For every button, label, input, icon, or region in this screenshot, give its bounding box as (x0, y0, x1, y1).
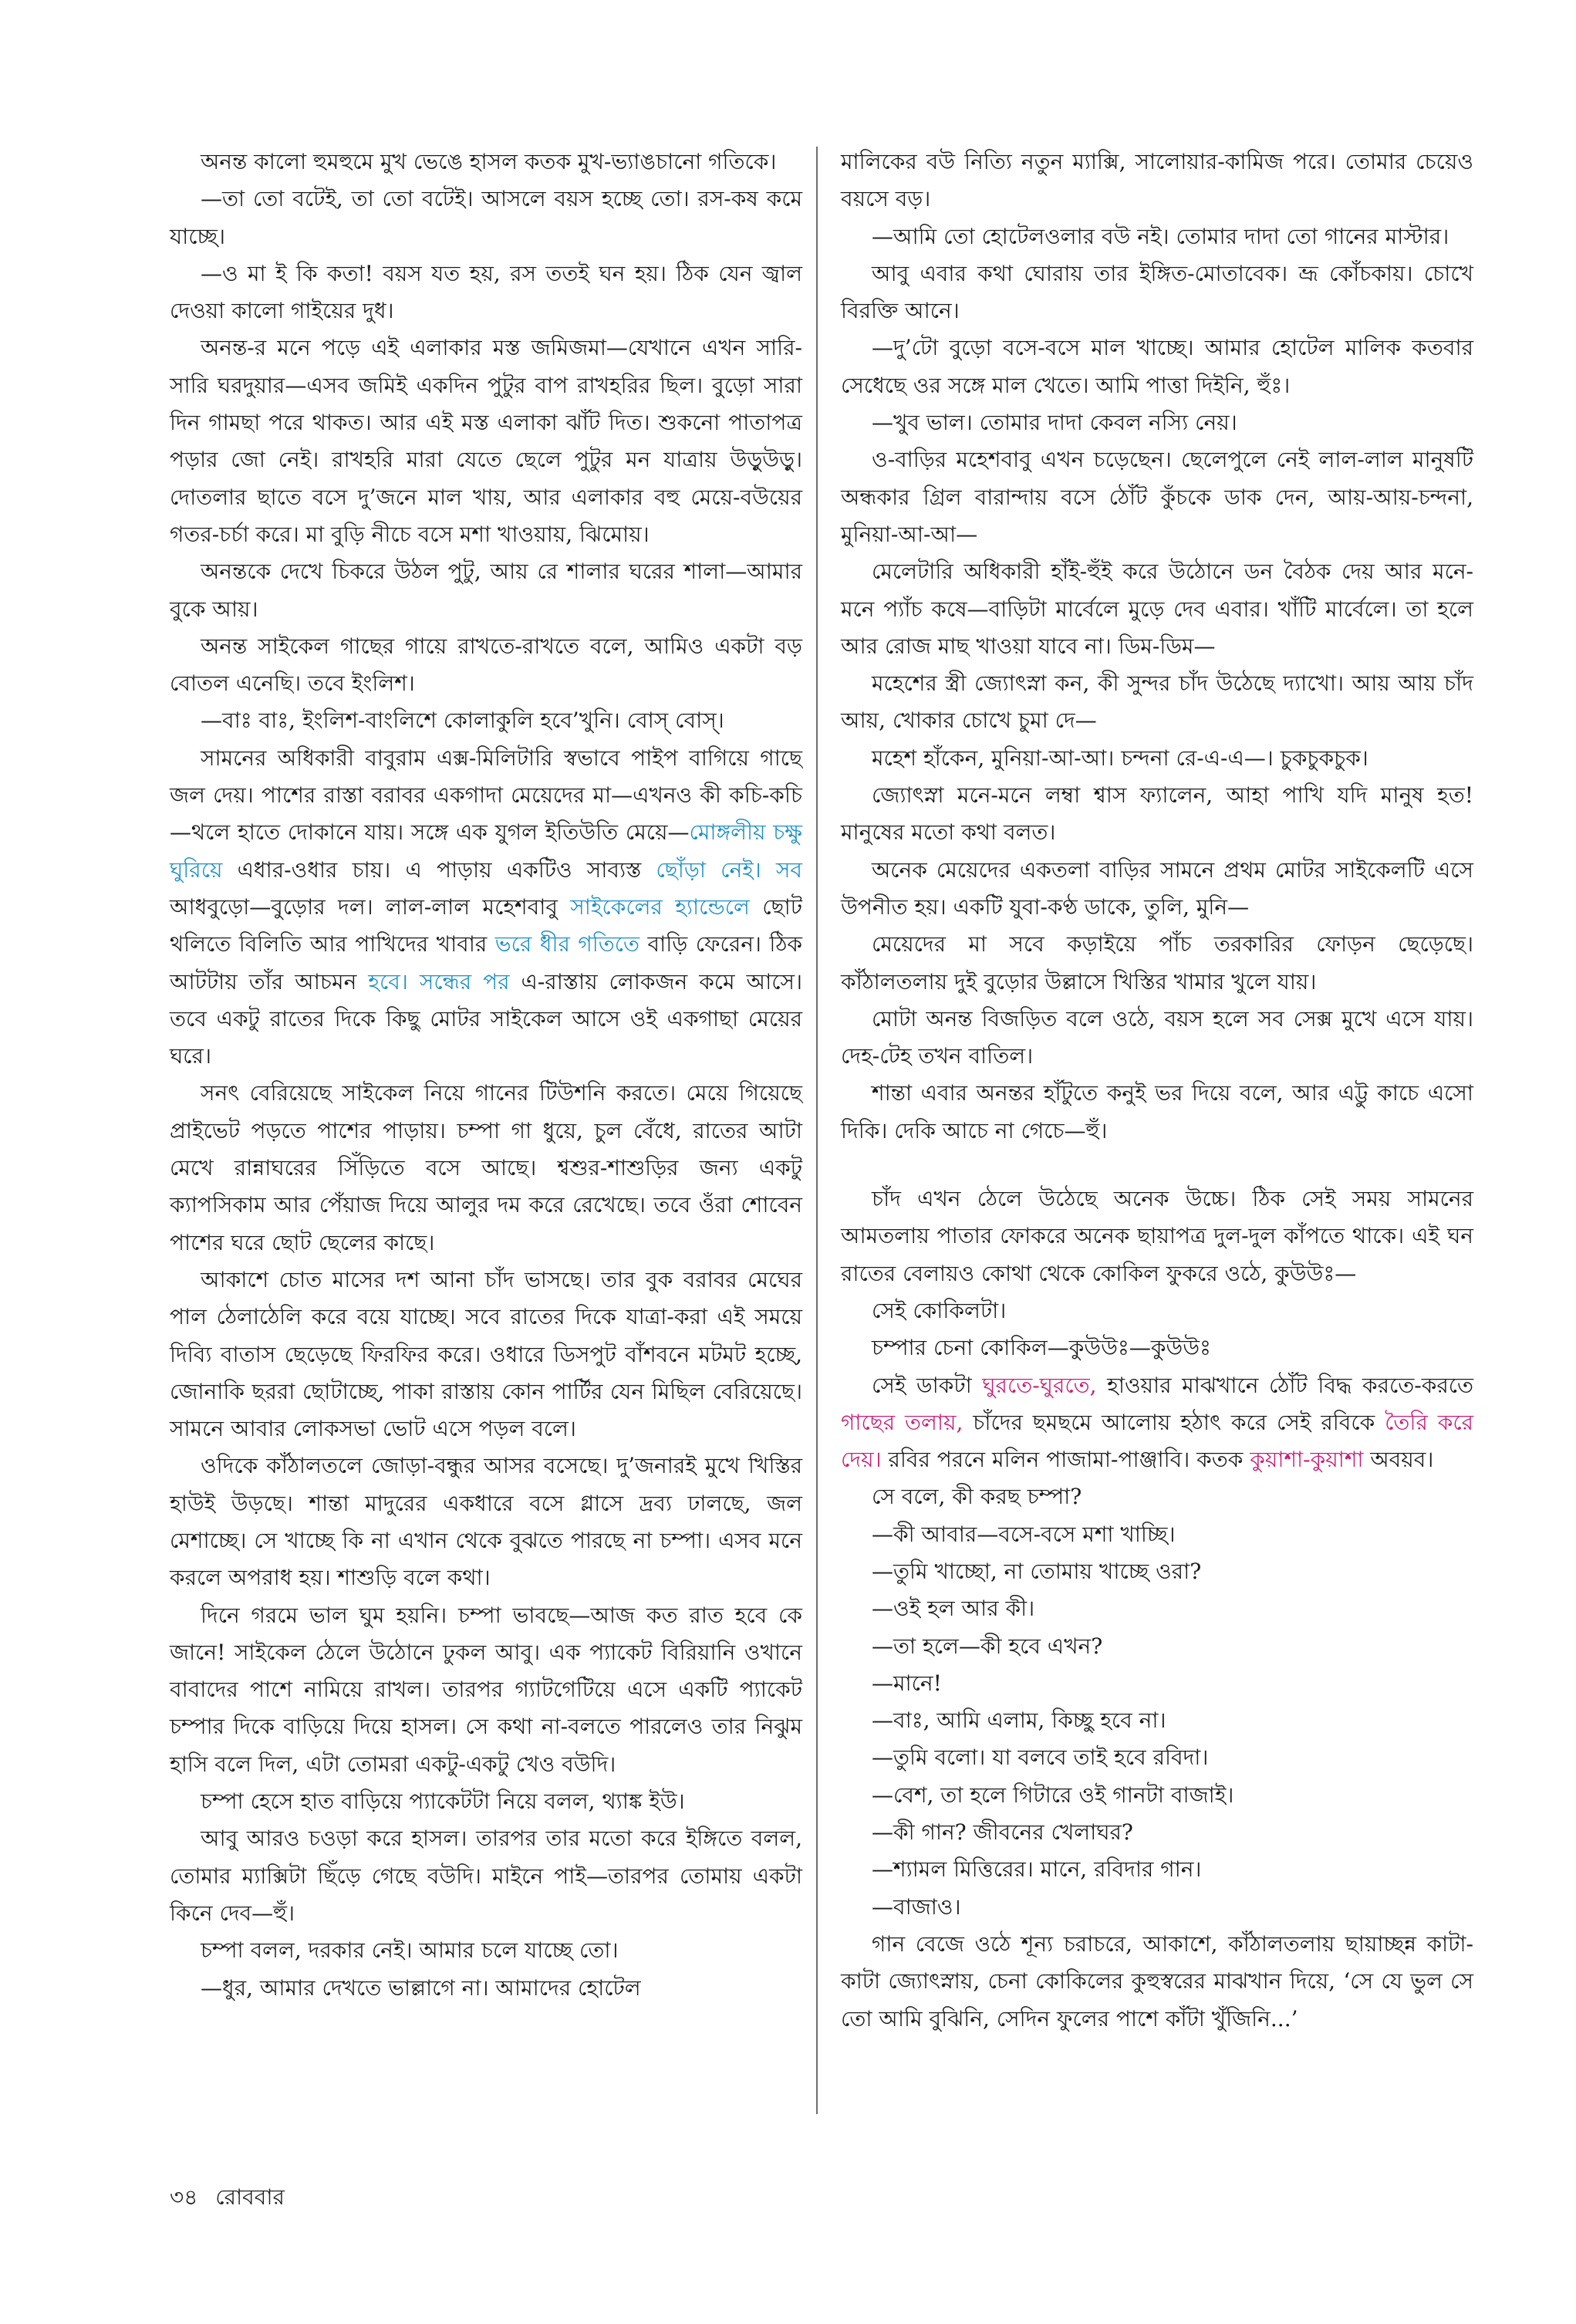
paragraph (841, 1889, 1473, 1926)
text-run: অনেক মেয়েদের একতলা বাড়ির সামনে প্রথম মোটর সাইকেলটি এসে উপনীত হয়। একটি যুবা-কণ্ঠ ডাকে, তুলি, মুনি— (841, 856, 1473, 920)
text-run: হাওয়ার মাঝখানে ঠোঁট বিদ্ধ করতে-করতে (1096, 1372, 1473, 1398)
text-run: এ-রাস্তায় লোকজন কমে আসে। তবে একটু রাতের দিকে কিছু মোটর সাইকেল আসে ওই একগাছা মেয়ের ঘরে। (170, 968, 802, 1069)
paragraph (841, 1478, 1473, 1515)
highlighted-text: গাছের তলায়, (841, 1409, 963, 1435)
text-run: —আমি তো হোটেলওলার বউ নই। তোমার দাদা তো গানের মাস্টার। (872, 223, 1449, 249)
paragraph (841, 441, 1473, 553)
paragraph (170, 1970, 802, 2007)
text-run: —ও মা ই কি কতা! বয়স যত হয়, রস ততই ঘন হয়। ঠিক যেন জ্বাল দেওয়া কালো গাইয়ের দুধ। (170, 260, 802, 324)
paragraph (170, 702, 802, 739)
text-run: চম্পার চেনা কোকিল—কুউউঃ—কুউউঃ (872, 1335, 1211, 1361)
text-run: —তুমি বলো। যা বলবে তাই হবে রবিদা। (872, 1745, 1209, 1771)
paragraph (841, 1181, 1473, 1292)
paragraph (170, 181, 802, 255)
paragraph (841, 777, 1473, 852)
magazine-name: রোববার (215, 2184, 285, 2210)
paragraph (841, 926, 1473, 1001)
paragraph (841, 1702, 1473, 1739)
text-run: চাঁদ এখন ঠেলে উঠেছে অনেক উচ্চে। ঠিক সেই সময় সামনের আমতলায় পাতার ফোকরে অনেক ছায়াপত্র দুল-দুল কাঁপতে থাকে। এই ঘন রাতের বেলায়ও কোথা থেকে কোকিল ফুকরে ওঠে, কুউউঃ— (841, 1186, 1473, 1286)
paragraph (841, 1926, 1473, 2038)
paragraph (841, 1553, 1473, 1590)
text-run: মহেশ হাঁকেন, মুনিয়া-আ-আ। চন্দনা রে-এ-এ—। চুকচুকচুক। (872, 745, 1368, 771)
paragraph (841, 1590, 1473, 1627)
text-run: —তা হলে—কী হবে এখন? (872, 1633, 1103, 1659)
text-run: জ্যোৎস্না মনে-মনে লম্বা শ্বাস ফ্যালেন, আহা পাখি যদি মানুষ হত! মানুষের মতো কথা বলত। (841, 782, 1473, 846)
page-number: ৩৪ (170, 2184, 198, 2210)
paragraph (841, 144, 1473, 218)
paragraph (841, 1628, 1473, 1665)
text-run: —কী আবার—বসে-বসে মশা খাচ্ছি। (872, 1521, 1176, 1547)
text-run: দিনে গরমে ভাল ঘুম হয়নি। চম্পা ভাবছে—আজ কত রাত হবে কে জানে! সাইকেল ঠেলে উঠোনে ঢুকল আবু। এক প্যাকেট বিরিয়ানি ওখানে বাবাদের পাশে নামিয়ে রাখল। তারপর গ্যাটগেটিয়ে এসে একটি প্যাকেট চম্পার দিকে বাড়িয়ে দিয়ে হাসল। সে কথা না-বলতে পারলেও তার নিঝুম হাসি বলে দিল, এটা তোমরা একটু-একটু খেও বউদি। (170, 1602, 802, 1777)
paragraph (841, 329, 1473, 404)
text-run: —মানে! (872, 1670, 942, 1696)
highlighted-text: হবে। সন্ধের পর (368, 968, 510, 995)
highlighted-text: ভরে ধীর গতিতে (494, 931, 640, 958)
text-run: অনন্ত-র মনে পড়ে এই এলাকার মস্ত জমিজমা—যেখানে এখন সারি-সারি ঘরদুয়ার—এসব জমিই একদিন পুটুর বাপ রাখহরির ছিল। বুড়ো সারা দিন গামছা পরে থাকত। আর এই মস্ত এলাকা ঝাঁট দিত। শুকনো পাতাপত্র পড়ার জো নেই। রাখহরি মারা যেতে ছেলে পুটুর মন যাত্রায় উড়ুউড়ু। দোতলার ছাতে বসে দু’জনে মাল খায়, আর এলাকার বহু মেয়ে-বউয়ের গতর-চর্চা করে। মা বুড়ি নীচে বসে মশা খাওয়ায়, ঝিমোয়। (170, 335, 802, 547)
paragraph (170, 255, 802, 330)
text-run: মালিকের বউ নিত্যি নতুন ম্যাক্সি, সালোয়ার-কামিজ পরে। তোমার চেয়েও বয়সে বড়। (841, 149, 1473, 212)
text-run: মহেশের স্ত্রী জ্যোৎস্না কন, কী সুন্দর চাঁদ উঠেছে দ্যাখো। আয় আয় চাঁদ আয়, খোকার চোখে চুমা দে— (841, 671, 1473, 734)
paragraph (841, 1851, 1473, 1888)
text-run: —বাঃ, আমি এলাম, কিচ্ছু হবে না। (872, 1708, 1166, 1734)
text-run: —দু’টো বুড়ো বসে-বসে মাল খাচ্ছে। আমার হোটেল মালিক কতবার সেধেছে ওর সঙ্গে মাল খেতে। আমি পাত্তা দিইনি, হুঁঃ। (841, 335, 1473, 398)
text-run: —তা তো বটেই, তা তো বটেই। আসলে বয়স হচ্ছে তো। রস-কষ কমে যাচ্ছে। (170, 186, 802, 249)
paragraph (170, 1597, 802, 1783)
paragraph (841, 1739, 1473, 1776)
text-run: —ওই হল আর কী। (872, 1596, 1035, 1622)
text-run: আবু আরও চওড়া করে হাসল। তারপর তার মতো করে ইঙ্গিতে বলল, তোমার ম্যাক্সিটা ছিঁড়ে গেছে বউদি। মাইনে পাই—তারপর তোমায় একটা কিনে দেব—হুঁ। (170, 1826, 802, 1926)
text-run: চম্পা বলল, দরকার নেই। আমার চলে যাচ্ছে তো। (201, 1937, 619, 1964)
paragraph (841, 1516, 1473, 1553)
paragraph (841, 553, 1473, 665)
text-run: —বেশ, তা হলে গিটারে ওই গানটা বাজাই। (872, 1782, 1234, 1808)
text-run: —শ্যামল মিত্তিরের। মানে, রবিদার গান। (872, 1856, 1202, 1883)
text-run: —তুমি খাচ্ছো, না তোমায় খাচ্ছে ওরা? (872, 1558, 1202, 1584)
paragraph (841, 665, 1473, 740)
text-run: —বাজাও। (872, 1893, 961, 1920)
text-run: —বাঃ বাঃ, ইংলিশ-বাংলিশে কোলাকুলি হবে’খুনি। বোস্ বোস্। (201, 708, 724, 734)
text-run: চাঁদের ছমছমে আলোয় হঠাৎ করে সেই রবিকে (963, 1409, 1385, 1435)
paragraph (170, 628, 802, 703)
paragraph (170, 144, 802, 181)
text-run: মেলেটারি অধিকারী হাঁই-হুঁই করে উঠোনে ডন বৈঠক দেয় আর মনে-মনে প্যাঁচ কষে—বাড়িটা মার্বেলে মুড়ে দেব এবার। খাঁটি মার্বেলে। তা হলে আর রোজ মাছ খাওয়া যাবে না। ডিম-ডিম— (841, 559, 1473, 659)
text-run: এধার-ওধার চায়। এ পাড়ায় একটিও সাব্যস্ত (222, 856, 656, 883)
paragraph (841, 1001, 1473, 1076)
paragraph (170, 1075, 802, 1261)
paragraph (841, 404, 1473, 441)
text-run: সামনের অধিকারী বাবুরাম এক্স-মিলিটারি স্বভাবে পাইপ বাগিয়ে গাছে জল দেয়। পাশের রাস্তা বরাবর একগাদা মেয়েদের মা—এখনও কী কচি-কচি—থলে হাতে দোকানে যায়। সঙ্গে এক যুগল ইতিউতি মেয়ে— (170, 745, 802, 846)
paragraph (841, 1665, 1473, 1702)
paragraph (170, 553, 802, 628)
text-run: —কী গান? জীবনের খেলাঘর? (872, 1819, 1133, 1846)
text-run: মেয়েদের মা সবে কড়াইয়ে পাঁচ তরকারির ফোড়ন ছেড়েছে। কাঁঠালতলায় দুই বুড়োর উল্লাসে খিস্তির খামার খুলে যায়। (841, 931, 1473, 995)
text-run: রবির পরনে মলিন পাজামা-পাঞ্জাবি। কতক (881, 1447, 1250, 1473)
right-column (841, 144, 1473, 2111)
text-run: অনন্ত কালো হুমহুমে মুখ ভেঙে হাসল কতক মুখ-ভ্যাঙচানো গতিকে। (201, 149, 777, 174)
text-run: চম্পা হেসে হাত বাড়িয়ে প্যাকেটটা নিয়ে বলল, থ্যাঙ্ক ইউ। (201, 1789, 685, 1815)
text-run: অবয়ব। (1363, 1447, 1434, 1473)
text-run: সেই ডাকটা (872, 1372, 983, 1398)
highlighted-text: ঘুরতে-ঘুরতে, (982, 1372, 1097, 1398)
paragraph (841, 740, 1473, 777)
paragraph (841, 255, 1473, 330)
text-run: আধবুড়ো—বুড়োর দল। লাল-লাল মহেশবাবু (170, 893, 571, 920)
column-divider (816, 147, 818, 2114)
paragraph (841, 218, 1473, 255)
text-run: ও-বাড়ির মহেশবাবু এখন চড়েছেন। ছেলেপুলে নেই লাল-লাল মানুষটি অন্ধকার গ্রিল বারান্দায় বসে ঠোঁট কুঁচকে ডাক দেন, আয়-আয়-চন্দনা, মুনিয়া-আ-আ— (841, 447, 1473, 547)
paragraph (170, 1932, 802, 1969)
paragraph (170, 1262, 802, 1447)
text-run: ওদিকে কাঁঠালতলে জোড়া-বন্ধুর আসর বসেছে। দু’জনারই মুখে খিস্তির হাউই উড়ছে। শান্তা মাদুরের একধারে বসে গ্লাসে দ্রব্য ঢালছে, জল মেশাচ্ছে। সে খাচ্ছে কি না এখান থেকে বুঝতে পারছে না চম্পা। এসব মনে করলে অপরাধ হয়। শাশুড়ি বলে কথা। (170, 1453, 802, 1591)
paragraph (170, 1783, 802, 1820)
text-run: মোটা অনন্ত বিজড়িত বলে ওঠে, বয়স হলে সব সেক্স মুখে এসে যায়। দেহ-টেহ তখন বাতিল। (841, 1005, 1473, 1069)
text-run: —খুব ভাল। তোমার দাদা কেবল নস্যি নেয়। (872, 410, 1237, 436)
left-column (170, 144, 802, 2111)
paragraph (170, 740, 802, 1076)
highlighted-text: তৈরি করে দেয়। (841, 1409, 1473, 1473)
paragraph (841, 852, 1473, 927)
paragraph (841, 1292, 1473, 1329)
text-run: সনৎ বেরিয়েছে সাইকেল নিয়ে গানের টিউশনি করতে। মেয়ে গিয়েছে প্রাইভেট পড়তে পাশের পাড়ায়। চম্পা গা ধুয়ে, চুল বেঁধে, রাতের আটা মেখে রান্নাঘরের সিঁড়িতে বসে আছে। শ্বশুর-শাশুড়ির জন্য একটু ক্যাপসিকাম আর পেঁয়াজ দিয়ে আলুর দম করে রেখেছে। তবে ওঁরা শোবেন পাশের ঘরে ছোট ছেলের কাছে। (170, 1080, 802, 1255)
paragraph (841, 1814, 1473, 1851)
text-run: বাড়ি ফেরেন। ঠিক আটটায় তাঁর আচমন (170, 931, 802, 995)
page-footer (170, 2180, 295, 2217)
highlighted-text: সাইকেলের হ্যান্ডেলে (570, 893, 750, 920)
paragraph (841, 1367, 1473, 1479)
paragraph (170, 329, 802, 553)
text-run: অনন্ত সাইকেল গাছের গায়ে রাখতে-রাখতে বলে, আমিও একটা বড় বোতল এনেছি। তবে ইংলিশ। (170, 633, 802, 697)
highlighted-text: মোঙ্গলীয় চক্ষু ঘুরিয়ে (170, 819, 802, 883)
highlighted-text: ছোঁড়া নেই। সব (656, 856, 803, 883)
text-run: সে বলে, কী করছ চম্পা? (872, 1484, 1082, 1510)
highlighted-text: কুয়াশা-কুয়াশা (1250, 1447, 1364, 1473)
paragraph (841, 1329, 1473, 1366)
paragraph (841, 1777, 1473, 1814)
text-run: —ধুর, আমার দেখতে ভাল্লাগে না। আমাদের হোটেল (201, 1974, 641, 2001)
text-run: গান বেজে ওঠে শূন্য চরাচরে, আকাশে, কাঁঠালতলায় ছায়াচ্ছন্ন কাটা-কাটা জ্যোৎস্নায়, চেনা কোকিলের কুহুস্বরের মাঝখান দিয়ে, ‘সে যে ভুল সে তো আমি বুঝিনি, সেদিন ফুলের পাশে কাঁটা খুঁজিনি...’ (841, 1930, 1473, 2032)
paragraph (841, 1075, 1473, 1150)
text-run: শান্তা এবার অনন্তর হাঁটুতে কনুই ভর দিয়ে বলে, আর এট্টু কাচে এসো দিকি। দেকি আচে না গেচে—হুঁ। (841, 1080, 1473, 1143)
text-run: ছোট থলিতে বিলিতি আর পাখিদের খাবার (170, 893, 802, 958)
text-run: আকাশে চোত মাসের দশ আনা চাঁদ ভাসছে। তার বুক বরাবর মেঘের পাল ঠেলাঠেলি করে বয়ে যাচ্ছে। সবে রাতের দিকে যাত্রা-করা এই সময়ে দিব্যি বাতাস ছেড়েছে ফিরফির করে। ওধারে ডিসপুট বাঁশবনে মটমট হচ্ছে, জোনাকি ছররা ছোটাচ্ছে, পাকা রাস্তায় কোন পার্টির যেন মিছিল বেরিয়েছে। সামনে আবার লোকসভা ভোট এসে পড়ল বলে। (170, 1266, 802, 1442)
text-run: আবু এবার কথা ঘোরায় তার ইঙ্গিত-মোতাবেক। ভ্রূ কোঁচকায়। চোখে বিরক্তি আনে। (841, 260, 1473, 324)
paragraph (170, 1820, 802, 1932)
paragraph (170, 1447, 802, 1596)
text-run: অনন্তকে দেখে চিকরে উঠল পুটু, আয় রে শালার ঘরের শালা—আমার বুকে আয়। (170, 559, 802, 622)
text-run: সেই কোকিলটা। (872, 1297, 1007, 1323)
